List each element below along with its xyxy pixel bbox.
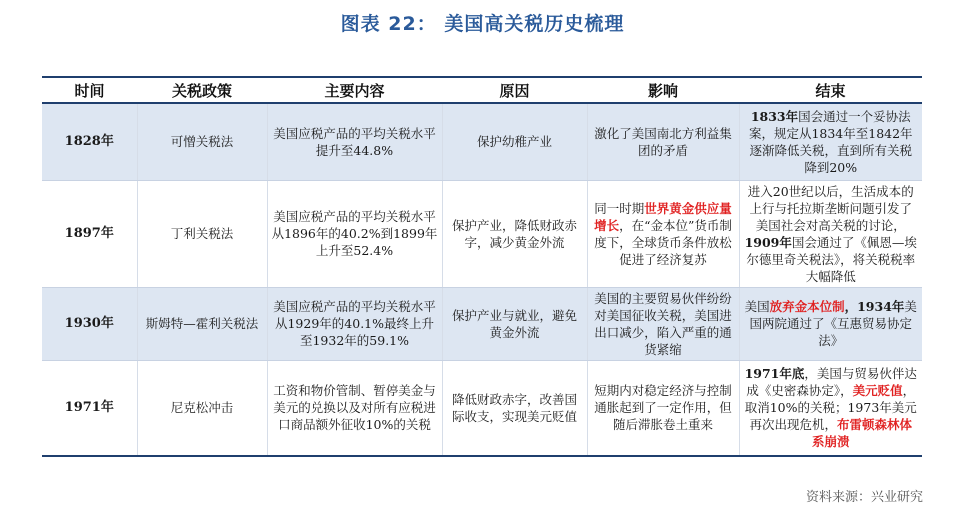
cell-end [739, 360, 922, 456]
text-segment: 同一时期 [594, 200, 645, 216]
table-row [42, 287, 922, 360]
cell-end [739, 287, 922, 360]
text-segment: ，在“金本位”货币制度下，全球货币条件放松促进了经济复苏 [594, 217, 732, 267]
cell-reason: 保护产业，降低财政赤字，减少黄金外流 [442, 180, 587, 287]
header-time: 时间 [42, 77, 137, 103]
cell-reason: 降低财政赤字，改善国际收支，实现美元贬值 [442, 360, 587, 456]
table-row [42, 360, 922, 456]
cell-reason: 保护产业与就业，避免黄金外流 [442, 287, 587, 360]
source-note: 资料来源：兴业研究 [805, 490, 923, 505]
text-segment: 国会通过了《佩恩—埃尔德里奇关税法》，将关税税率大幅降低 [746, 234, 917, 284]
text-segment: ，取消10%的关税；1973年美元再次出现危机， [744, 383, 917, 433]
cell-policy: 斯姆特—霍利关税法 [137, 287, 267, 360]
text-segment: 短期内对稳定经济与控制通胀起到了一定作用，但随后滞胀卷土重来 [594, 383, 732, 433]
tariff-history-table [42, 76, 922, 457]
cell-impact [587, 360, 739, 456]
text-segment: 美国 [744, 299, 770, 314]
text-segment: 美国的主要贸易伙伴纷纷对美国征收关税，美国进出口减少，陷入严重的通货紧缩 [594, 290, 732, 357]
bold-text: 1934年 [857, 299, 905, 314]
header-policy: 关税政策 [137, 77, 267, 103]
header-row [42, 77, 922, 103]
cell-content: 美国应税产品的平均关税水平从1929年的40.1%最终上升至1932年的59.1% [267, 287, 442, 360]
highlighted-text: 布雷顿森林体系崩溃 [811, 417, 913, 450]
cell-end [739, 103, 922, 180]
cell-reason: 保护幼稚产业 [442, 103, 587, 180]
cell-policy: 尼克松冲击 [137, 360, 267, 456]
header-impact: 影响 [587, 77, 739, 103]
cell-time: 1828年 [42, 103, 137, 180]
text-segment: 国会通过一个妥协法案，规定从1834年至1842年逐渐降低关税，直到所有关税降到20% [748, 108, 913, 175]
text-segment: 进入20世纪以后，生活成本的上行与托拉斯垄断问题引发了美国社会对高关税的讨论， [747, 183, 914, 233]
cell-impact [587, 287, 739, 360]
highlighted-text: 放弃金本位制 [769, 299, 845, 314]
cell-content: 工资和物价管制、暂停美金与美元的兑换以及对所有应税进口商品额外征收10%的关税 [267, 360, 442, 456]
highlighted-text: 美元贬值 [852, 383, 903, 399]
text-segment: 激化了美国南北方利益集团的矛盾 [594, 125, 732, 158]
bold-text: ， [844, 299, 858, 314]
bold-text: 1909年 [744, 234, 792, 250]
cell-impact [587, 180, 739, 287]
chart-title: 图表 22： 美国高关税历史梳理 [340, 13, 625, 35]
cell-time: 1930年 [42, 287, 137, 360]
text-segment: ，美国与贸易伙伴达成《史密森协定》， [746, 366, 917, 399]
cell-time: 1897年 [42, 180, 137, 287]
cell-policy: 丁利关税法 [137, 180, 267, 287]
bold-text: 1833年 [750, 108, 799, 124]
highlighted-text: 世界黄金供应量增长 [594, 200, 732, 233]
table-row [42, 103, 922, 180]
cell-impact [587, 103, 739, 180]
text-segment: 美国两院通过了《互惠贸易协定法》 [749, 299, 917, 348]
cell-content: 美国应税产品的平均关税水平从1896年的40.2%到1899年上升至52.4% [267, 180, 442, 287]
cell-end [739, 180, 922, 287]
header-reason: 原因 [442, 77, 587, 103]
table-row [42, 180, 922, 287]
cell-content: 美国应税产品的平均关税水平提升至44.8% [267, 103, 442, 180]
cell-time: 1971年 [42, 360, 137, 456]
bold-text: 1971年底 [744, 366, 805, 382]
header-end: 结束 [739, 77, 922, 103]
cell-policy: 可憎关税法 [137, 103, 267, 180]
header-content: 主要内容 [267, 77, 442, 103]
